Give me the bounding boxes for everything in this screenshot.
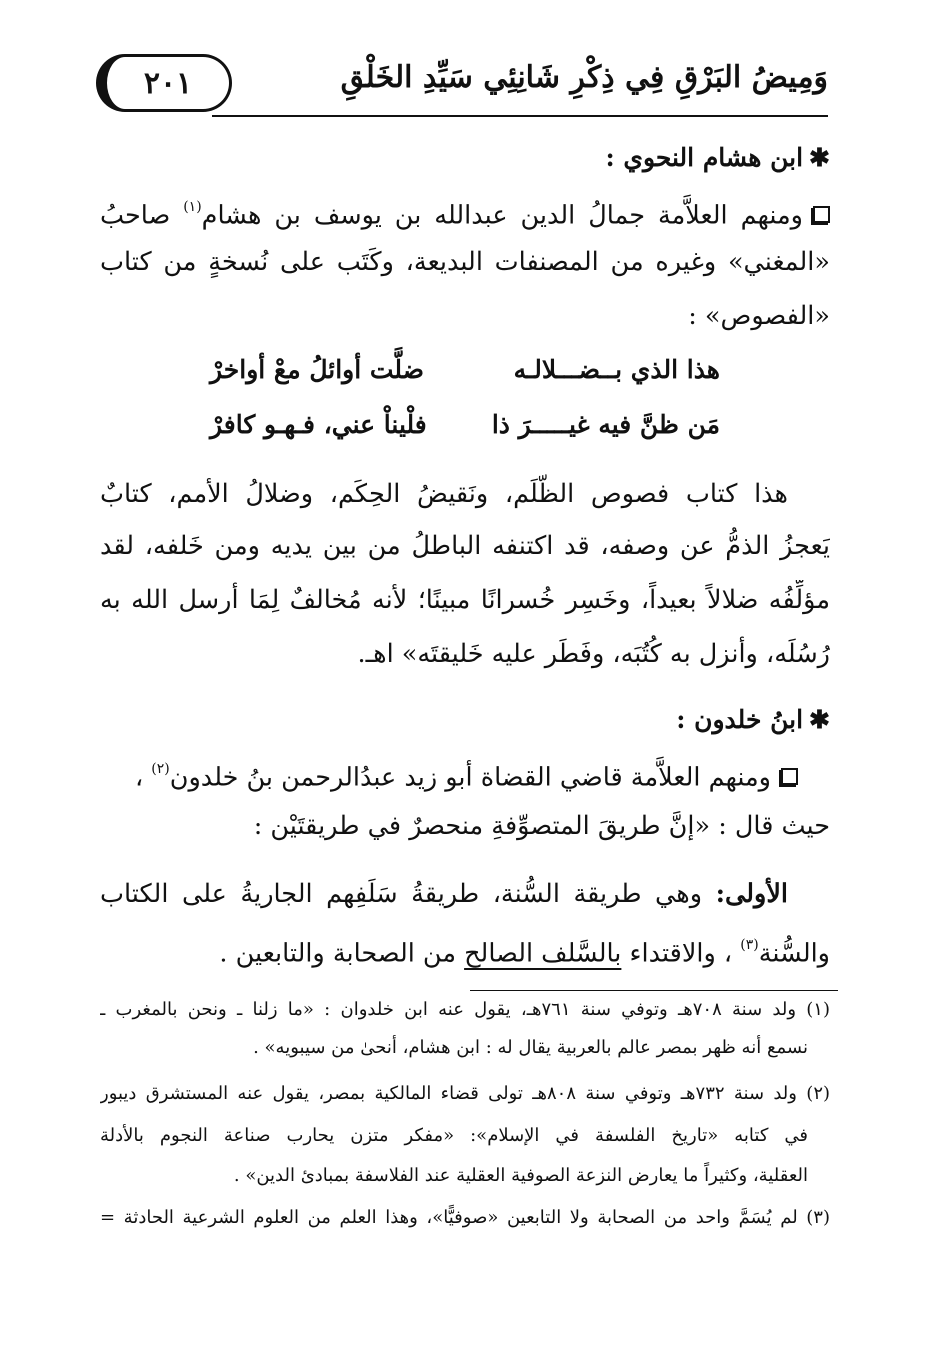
running-title: وَمِيضُ البَرْقِ فِي ذِكْرِ شَانِئِي سَيِّدِ الخَلْقِ [340,60,828,95]
text-run: ومنهم العلاَّمة قاضي القضاة أبو زيد عبدُالرحمن بنُ خلدون [169,762,771,793]
paragraph-line: يَعجزُ الذمُّ عن وصفه، قد اكتنفه الباطلُ من بين يديه ومن خَلفه، لقد [100,531,830,561]
verse-line2-first-hemistich: مَن ظنَّ فيه غيـــــرَ ذا [491,410,720,439]
text-run: من الصحابة والتابعين . [219,938,465,969]
paragraph-line [135,752,798,798]
header-rule [212,115,828,117]
paragraph-line: «الفصوص» : [688,301,830,331]
footnote-ref-3: (٣) [740,937,759,953]
text-run: والسُّنة [758,938,830,969]
underlined-phrase: بالسَّلف الصالح [464,938,622,969]
text-run: ، [134,762,152,793]
text-run: ، والاقتداء [621,938,741,969]
paragraph-line [219,928,830,974]
paragraph-line: حيث قال : «إنَّ طريقَ المتصوِّفةِ منحصرٌ في طريقتَيْن : [253,811,830,841]
paragraph-line: مؤلِّفُه ضلالاً بعيداً، وخَسِر خُسرانًا مبينًا؛ لأنه مُخالفٌ لِمَا أرسل الله به [100,585,830,615]
verse-line2-second-hemistich: فلْيناْ عني، فـهـو كافرْ [210,410,427,439]
paragraph-line: هذا كتاب فصوص الظُّلَم، ونَقيضُ الحِكَم، وضلالُ الأمم، كتابٌ [100,479,788,509]
paragraph-box-icon [813,206,830,223]
footnote-1-line: نسمع أنه ظهر بمصر عالم بالعربية يقال له : ابن هشام، أنحىٰ من سيبويه» . [253,1037,808,1058]
paragraph-line: رُسُلَه، وأنزل به كُتُبَه، وفَطَر عليه خَليقتَه» اهـ. [357,639,830,669]
text-run: صاحبُ [100,200,184,230]
footnote-3-line: (٣) لم يُسَمَّ واحد من الصحابة ولا التابعين «صوفيًّا»، وهذا العلم من العلوم الشرعية الحادثة = [100,1207,830,1228]
paragraph-line: «المغني» وغيره من المصنفات البديعة، وكَتَب على نُسخةٍ من كتاب [100,247,830,277]
footnote-ref-1: (١) [183,199,202,215]
text-run: وهي طريقة السُّنة، طريقةُ سَلَفِهم الجاريةُ على الكتاب [100,879,716,909]
section-heading-ibn-hisham [605,138,830,178]
heading-text: ابن هشام النحوي : [605,143,804,172]
footnote-2-line: (٢) ولد سنة ٧٣٢هـ وتوفي سنة ٨٠٨هـ تولى قضاء المالكية بمصر، يقول عنه المستشرق ديبور [100,1083,830,1104]
text-run: ومنهم العلاَّمة جمالُ الدين عبدالله بن يوسف بن هشام [201,200,803,230]
page-number-badge [96,54,232,112]
verse-line1-first-hemistich: هذا الذي بــضـــلالـه [513,355,720,384]
section-heading-ibn-khaldun [676,700,830,740]
page-number: ٢٠١ [143,65,193,101]
heading-text: ابنُ خلدون : [676,705,804,734]
footnote-2-line: العقلية، وكثيراً ما يعارض النزعة الصوفية العقلية عند الفلاسفة بمبادئ الدين» . [233,1165,808,1186]
footnote-separator [470,990,838,991]
paragraph-line [100,874,788,914]
first-way-label: الأولى: [715,879,788,909]
asterisk-icon: ✱ [809,705,830,734]
page-header [92,40,828,125]
footnote-2-line: في كتابه «تاريخ الفلسفة في الإسلام»: «مفكر متزن يحارب صناعة النجوم بالأدلة [100,1125,808,1146]
verse-line1-second-hemistich: ضلَّت أوائلُ معْ أواخرْ [210,355,424,384]
asterisk-icon: ✱ [809,143,830,172]
paragraph-box-icon [781,768,798,785]
footnote-ref-2: (٢) [151,761,170,777]
paragraph-line [100,190,830,230]
footnote-1-line: (١) ولد سنة ٧٠٨هـ وتوفي سنة ٧٦١هـ، يقول عنه ابن خلدوان : «ما زلنا ـ ونحن بالمغرب ـ [100,999,830,1020]
